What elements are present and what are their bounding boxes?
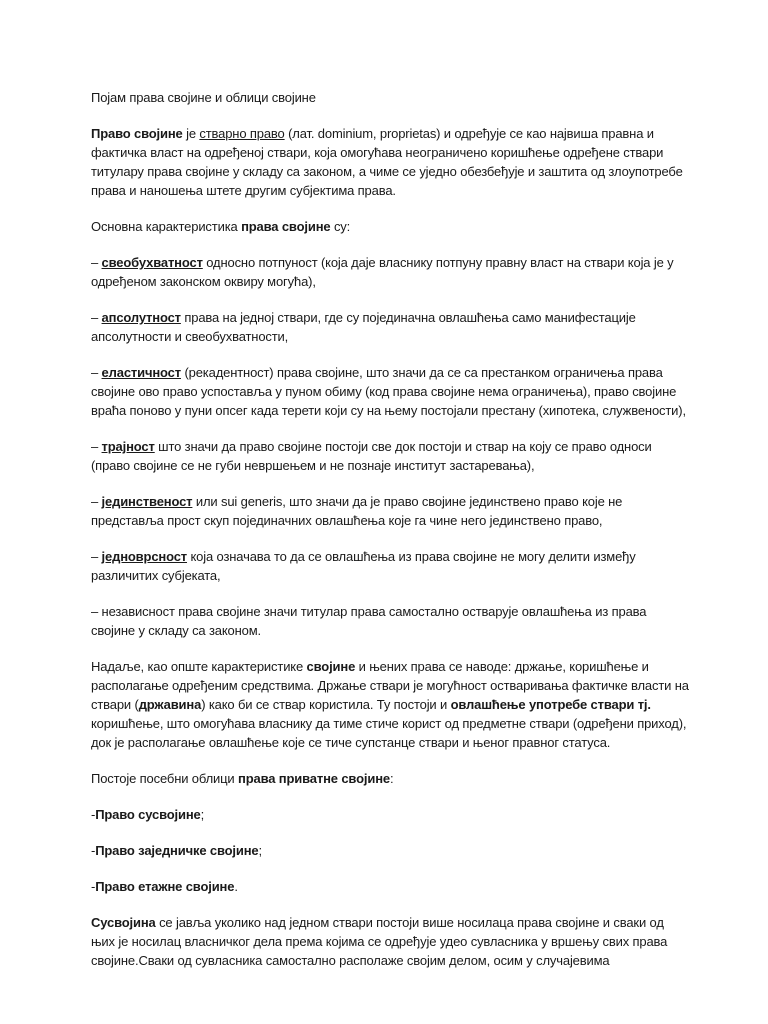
bold-span: овлашћење употребе ствари <box>450 697 635 712</box>
text-span: су: <box>330 219 351 234</box>
text-span: независност права својине значи титулар права самостално остварује овлашћења из права својине у складу са законом. <box>91 604 647 638</box>
link-term[interactable]: апсолутност <box>101 310 181 325</box>
text-span: . <box>234 879 238 894</box>
text-span: ) како би се ствар користила. Ту постоји и <box>201 697 451 712</box>
text-span: - <box>91 843 96 858</box>
text-span: ; <box>200 807 205 822</box>
list-item-absoluteness <box>91 308 691 346</box>
document-page <box>91 88 691 987</box>
text-span: Надаље, као опште карактеристике <box>91 659 307 674</box>
text-span: што значи да право својине постоји све док постоји и ствар на коју се право односи (право својине се не губи невршењем и не познаје институт застаревања), <box>91 439 652 473</box>
dash: – <box>91 255 102 270</box>
paragraph-forms-intro <box>91 769 691 788</box>
list-item-uniqueness <box>91 492 691 530</box>
text-span: односно потпуност (која даје власнику потпуну правну власт на ствари која је у одређеном законском оквиру могућа), <box>91 255 674 289</box>
document-title: Појам права својине и облици својине <box>91 90 316 105</box>
paragraph-definition <box>91 124 691 200</box>
bold-span: Право заједничке својине <box>95 843 259 858</box>
list-item-elasticity <box>91 363 691 420</box>
paragraph-general-characteristics <box>91 657 691 752</box>
bold-span: права приватне својине <box>238 771 390 786</box>
dash: – <box>91 365 102 380</box>
text-span: и њених права се наводе: држање, коришћење и располагање одређеним средствима. Држање ствари је могућност остваривања фактичке власти на ствари ( <box>91 659 689 712</box>
text-span: је <box>182 126 200 141</box>
paragraph-co-ownership <box>91 913 691 970</box>
text-span: која означава то да се овлашћења из права својине не могу делити између различитих субјеката, <box>91 549 636 583</box>
dash: – <box>91 310 102 325</box>
link-real-right[interactable]: стварно право <box>199 126 285 141</box>
text-span: се јавља уколико над једном ствари постоји више носилаца права својине и сваки од њих је носилац власничког дела према којима се одређује удео сувласника у вршењу свих права својине.Сваки од сувласника самостално располаже својим делом, осим у случајевима <box>91 915 668 968</box>
link-term[interactable]: свеобухватност <box>101 255 203 270</box>
dash: – <box>91 549 102 564</box>
form-item-joint-ownership <box>91 841 691 860</box>
text-span: (рекадентност) права својине, што значи да се са престанком ограничења права својине ово право успоставља у пуном обиму (код права својине нема ограничења), право својине враћа поново у пуни опсег када терети који су на њему постојали престану (хипотека, служвености), <box>91 365 686 418</box>
form-item-condominium <box>91 877 691 896</box>
dash: – <box>91 439 102 454</box>
bold-span: Сусвојина <box>91 915 156 930</box>
list-item-comprehensiveness <box>91 253 691 291</box>
list-item-homogeneity <box>91 547 691 585</box>
text-span: или sui generis, што значи да је право својине јединствено право које не представља прост скуп појединачних овлашћења које га чине него јединствено право, <box>91 494 623 528</box>
text-span: - <box>91 879 96 894</box>
form-item-co-ownership <box>91 805 691 824</box>
bold-span: тј. <box>637 697 651 712</box>
term-property-right: Право својине <box>91 126 183 141</box>
list-item-permanence <box>91 437 691 475</box>
bold-span: Право етажне својине <box>95 879 235 894</box>
dash: – <box>91 604 102 619</box>
bold-span: својине <box>306 659 356 674</box>
text-span: : <box>389 771 394 786</box>
bold-span: права својине <box>241 219 331 234</box>
link-term[interactable]: јединственост <box>101 494 193 509</box>
link-term[interactable]: једноврсност <box>101 549 188 564</box>
text-span: Постоје посебни облици <box>91 771 239 786</box>
text-span: - <box>91 807 96 822</box>
text-span: (лат. dominium, proprietas) и одређује се као највиша правна и фактичка власт на одређеној ствари, која омогућава неограничено коришћење одређене ствари титулару права својине у складу са законом, а чиме се уједно обезбеђује и заштита од злоупотребе права и наношења штете другим субјектима права. <box>91 126 683 198</box>
bold-span: државина <box>138 697 202 712</box>
link-term[interactable]: еластичност <box>101 365 181 380</box>
text-span: права на једној ствари, где су појединачна овлашћења само манифестације апсолутности и свеобухватности, <box>91 310 636 344</box>
list-item-independence <box>91 602 691 640</box>
bold-span: Право сусвојине <box>95 807 201 822</box>
text-span: коришћење, што омогућава власнику да тиме стиче корист од предметне ствари (одређени приход), док је располагање овлашћење које се тиче супстанце ствари и њеног правног статуса. <box>91 716 687 750</box>
text-span: ; <box>258 843 262 858</box>
text-span: Основна карактеристика <box>91 219 242 234</box>
dash: – <box>91 494 102 509</box>
link-term[interactable]: трајност <box>101 439 155 454</box>
paragraph-characteristics-intro <box>91 217 691 236</box>
